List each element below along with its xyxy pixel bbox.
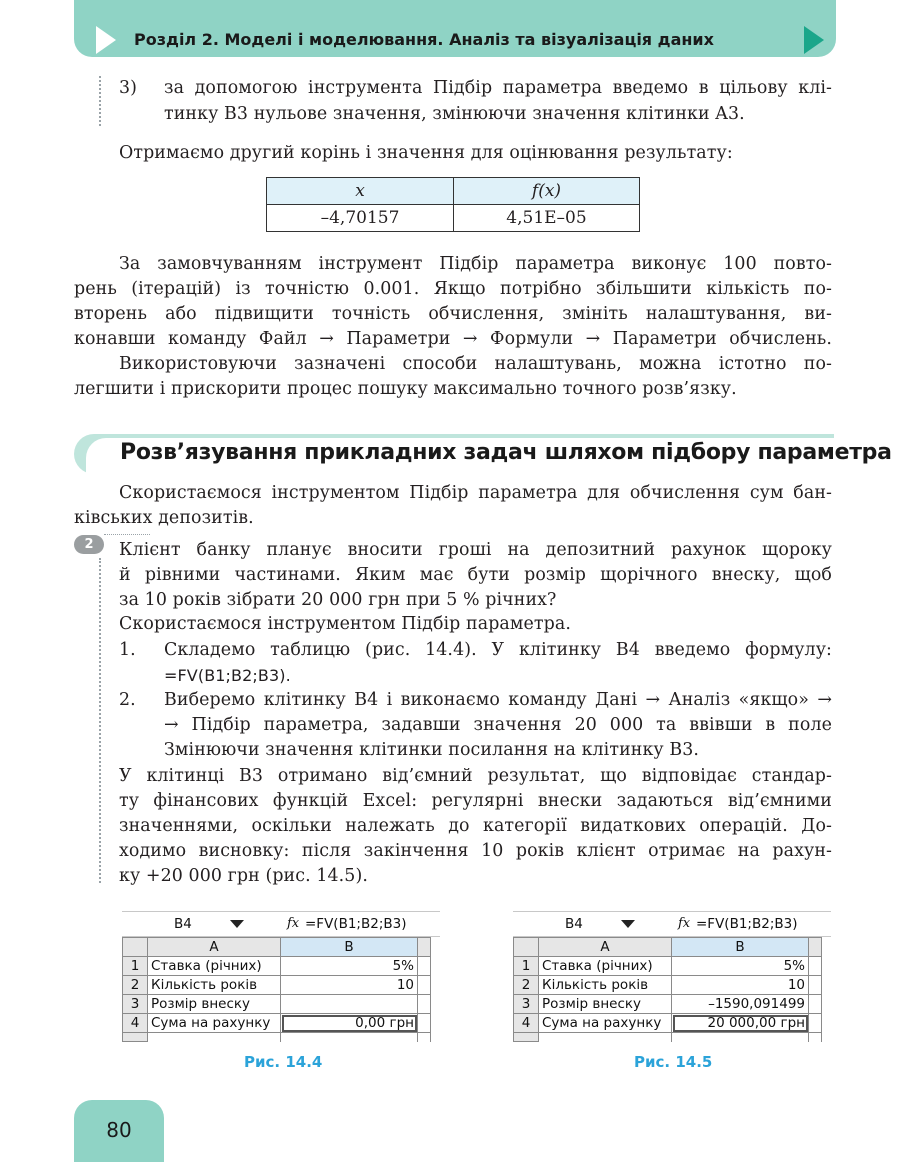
table-cell [418, 976, 431, 995]
table-cell: 5% [672, 957, 809, 976]
text-line: Клієнт банку планує вносити гроші на депозитний рахунок щороку [119, 540, 832, 560]
section-title: Розв’язування прикладних задач шляхом підбору параметра [120, 440, 892, 465]
text-line: ківських депозитів. [74, 508, 254, 528]
text-line: Скористаємося інструментом Підбір параметра. [119, 614, 571, 634]
table-cell [281, 995, 418, 1014]
text-line: У клітинці B3 отримано від’ємний результат, що відповідає стандар- [119, 766, 832, 786]
text-line: ходимо висновку: після закінчення 10 років клієнт отримає на рахун- [119, 841, 832, 861]
column-header-b: B [281, 938, 418, 957]
column-header-a: A [148, 938, 281, 957]
figure-caption: Рис. 14.5 [634, 1053, 713, 1071]
table-cell [418, 1014, 431, 1033]
margin-dotted-line [99, 76, 101, 126]
formula-text: =FV(B1;B2;B3) [305, 916, 407, 932]
table-cell [418, 957, 431, 976]
text-line: за 10 років зібрати 20 000 грн при 5 % річних? [119, 590, 557, 610]
table-cell: –1590,091499 [672, 995, 809, 1014]
table-cell: 4,51E–05 [454, 205, 640, 232]
formula-bar [513, 911, 831, 937]
row-header: 2 [514, 976, 539, 995]
text-line: Складемо таблицю (рис. 14.4). У клітинку B4 введемо формулу: [164, 640, 832, 660]
text-line: ку +20 000 грн (рис. 14.5). [119, 866, 368, 886]
row-header [514, 1033, 539, 1042]
column-header-c [418, 938, 431, 957]
margin-dotted-line [99, 558, 101, 883]
table-header-cell: f(x) [454, 178, 640, 205]
table-cell: Ставка (річних) [148, 957, 281, 976]
table-cell: Сума на рахунку [539, 1014, 672, 1033]
row-header: 2 [123, 976, 148, 995]
page-number: 80 [106, 1118, 132, 1142]
formula-text: =FV(B1;B2;B3) [696, 916, 798, 932]
text-line: Використовуючи зазначені способи налаштувань, можна істотно по- [119, 354, 832, 374]
cell-reference: B4 [174, 916, 192, 932]
selected-cell: 0,00 грн [281, 1014, 418, 1033]
table-cell: Розмір внеску [539, 995, 672, 1014]
spreadsheet-grid [122, 937, 431, 1042]
text-line: рень (ітерацій) із точністю 0.001. Якщо потрібно збільшити кількість по- [74, 279, 832, 299]
text-line: Змінюючи значення клітинки посилання на клітинку B3. [164, 740, 700, 760]
text-line: Скористаємося інструментом Підбір параметра для обчислення сум бан- [119, 483, 832, 503]
text-line: значеннями, оскільки належать до категорії видаткових операцій. До- [119, 816, 832, 836]
table-cell [418, 1033, 431, 1042]
formula-bar [122, 911, 440, 937]
table-cell [281, 1033, 418, 1042]
row-header: 1 [123, 957, 148, 976]
table-cell [672, 1033, 809, 1042]
text-line: → Підбір параметра, задавши значення 20 000 та ввівши в поле [164, 715, 832, 735]
task-number-badge: 2 [74, 535, 104, 554]
step-number: 3) [119, 78, 138, 98]
text-line: Виберемо клітинку B4 і виконаємо команду Дані → Аналіз «якщо» → [164, 690, 832, 710]
fx-icon: fx [287, 916, 300, 931]
text-line: й рівними частинами. Яким має бути розмір щорічного внеску, щоб [119, 565, 832, 585]
column-header-c [809, 938, 822, 957]
dropdown-arrow-icon [230, 920, 244, 928]
result-table [266, 177, 640, 232]
table-cell: Кількість років [539, 976, 672, 995]
text-line: конавши команду Файл → Параметри → Формули → Параметри обчислень. [74, 329, 832, 349]
table-cell [809, 957, 822, 976]
fx-icon: fx [678, 916, 691, 931]
table-cell [809, 1033, 822, 1042]
table-cell [418, 995, 431, 1014]
table-cell [148, 1033, 281, 1042]
text-line: ту фінансових функцій Excel: регулярні внески задаються від’ємними [119, 791, 832, 811]
table-cell [539, 1033, 672, 1042]
divider [104, 534, 150, 535]
text-line: За замовчуванням інструмент Підбір параметра виконує 100 повто- [119, 254, 832, 274]
play-arrow-icon [804, 26, 824, 54]
spreadsheet-grid [513, 937, 822, 1042]
text-line: тинку B3 нульове значення, змінюючи значення клітинки A3. [164, 104, 745, 124]
table-cell: Розмір внеску [148, 995, 281, 1014]
row-header: 3 [514, 995, 539, 1014]
play-arrow-icon [96, 26, 116, 54]
text-line: за допомогою інструмента Підбір параметра введемо в цільову клі- [164, 78, 832, 98]
table-cell [809, 976, 822, 995]
table-cell: 10 [672, 976, 809, 995]
table-cell [809, 995, 822, 1014]
excel-figure-14-5 [513, 911, 831, 1043]
table-header-cell: x [267, 178, 454, 205]
row-header: 3 [123, 995, 148, 1014]
text-line: вторень або підвищити точність обчислення, змініть налаштування, ви- [74, 304, 832, 324]
step-number: 1. [119, 640, 136, 660]
table-cell [809, 1014, 822, 1033]
table-cell: Сума на рахунку [148, 1014, 281, 1033]
cell-reference: B4 [565, 916, 583, 932]
paragraph: Отримаємо другий корінь і значення для оцінювання результату: [119, 143, 733, 163]
row-header [123, 1033, 148, 1042]
row-header: 4 [123, 1014, 148, 1033]
column-header-a: A [539, 938, 672, 957]
row-header: 1 [514, 957, 539, 976]
table-cell: 10 [281, 976, 418, 995]
text-line: легшити і прискорити процес пошуку максимально точного розв’язку. [74, 379, 737, 399]
excel-figure-14-4 [122, 911, 440, 1043]
corner-cell [123, 938, 148, 957]
table-cell: 5% [281, 957, 418, 976]
column-header-b: B [672, 938, 809, 957]
table-cell: Кількість років [148, 976, 281, 995]
row-header: 4 [514, 1014, 539, 1033]
selected-cell: 20 000,00 грн [672, 1014, 809, 1033]
table-cell: –4,70157 [267, 205, 454, 232]
dropdown-arrow-icon [621, 920, 635, 928]
formula-text: =FV(B1;B2;B3). [164, 666, 291, 685]
corner-cell [514, 938, 539, 957]
figure-caption: Рис. 14.4 [244, 1053, 323, 1071]
chapter-title: Розділ 2. Моделі і моделювання. Аналіз та візуалізація даних [134, 30, 714, 49]
table-cell: Ставка (річних) [539, 957, 672, 976]
step-number: 2. [119, 690, 136, 710]
